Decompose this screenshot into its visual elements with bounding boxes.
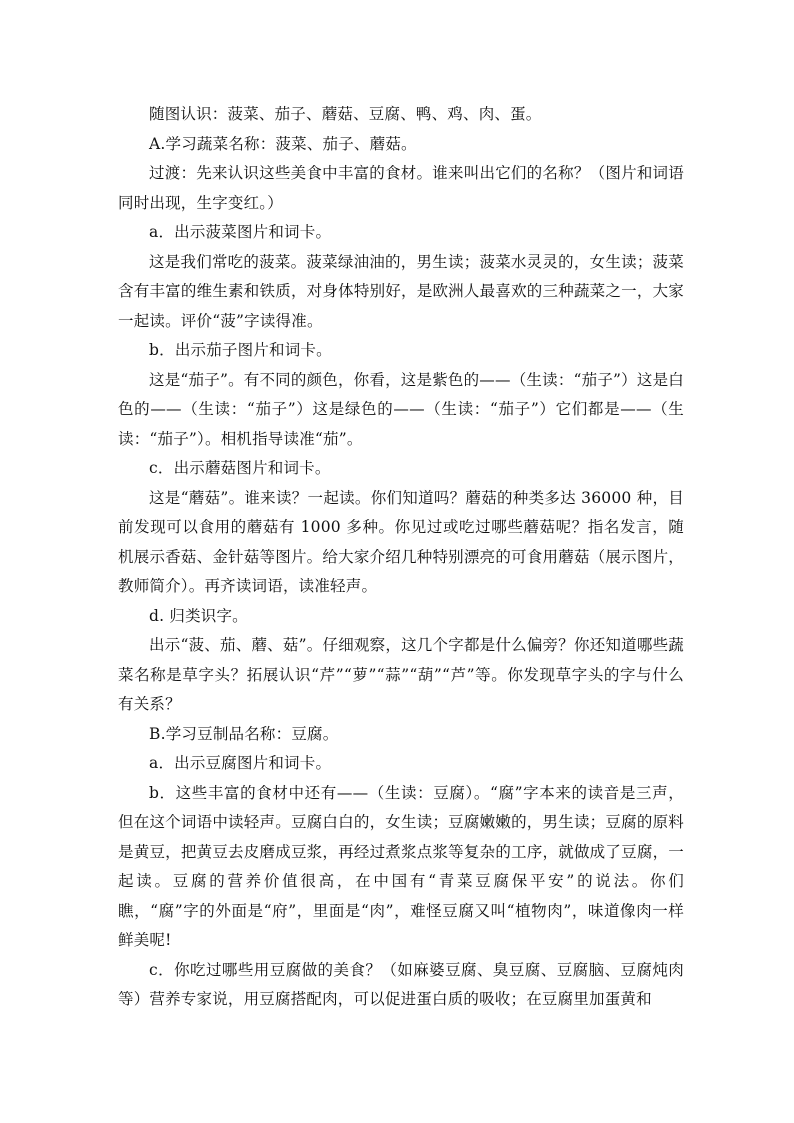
paragraph-tofu-dishes: c．你吃过哪些用豆腐做的美食？（如麻婆豆腐、臭豆腐、豆腐脑、豆腐炖肉等）营养专家说，用豆腐搭配肉，可以促进蛋白质的吸收；在豆腐里加蛋黄和 (118, 960, 684, 1008)
paragraph-tofu: b．这些丰富的食材中还有——（生读：豆腐）。“腐”字本来的读音是三声，但在这个词语中读轻声。豆腐白白的，女生读；豆腐嫩嫩的，男生读；豆腐的原料是黄豆，把黄豆去皮磨成豆浆，再经过煮浆点浆等复杂的工序，就做成了豆腐，一起读。豆腐的营养价值很高，在中国有“青菜豆腐保平安”的说法。你们瞧，“腐”字的外面是“府”，里面是“肉”，难怪豆腐又叫“植物肉”，味道像肉一样鲜美呢! (118, 783, 684, 949)
step-mushroom-heading: c．出示蘑菇图片和词卡。 (149, 459, 331, 477)
paragraph-intro: 随图认识：菠菜、茄子、蘑菇、豆腐、鸭、鸡、肉、蛋。 (149, 105, 542, 123)
step-spinach-heading: a．出示菠菜图片和词卡。 (149, 223, 332, 241)
section-heading-tofu: B.学习豆制品名称：豆腐。 (149, 724, 339, 743)
paragraph-transition: 过渡：先来认识这些美食中丰富的食材。谁来叫出它们的名称？（图片和词语同时出现，生字变红。） (118, 164, 684, 212)
section-heading-vegetables: A.学习蔬菜名称：菠菜、茄子、蘑菇。 (149, 134, 417, 153)
paragraph-eggplant: 这是“茄子”。有不同的颜色，你看，这是紫色的——（生读：“茄子”）这是白色的——（生读：“茄子”）这是绿色的——（生读：“茄子”）它们都是——（生读：“茄子”）。相机指导读准“茄”。 (118, 370, 684, 448)
paragraph-mushroom: 这是“蘑菇”。谁来读？一起读。你们知道吗？蘑菇的种类多达 36000 种，目前发现可以食用的蘑菇有 1000 多种。你见过或吃过哪些蘑菇呢？指名发言，随机展示香菇、金针菇等图片。给大家介绍几种特别漂亮的可食用蘑菇（展示图片，教师简介）。再齐读词语，读准轻声。 (118, 488, 684, 595)
step-tofu-heading: a．出示豆腐图片和词卡。 (149, 754, 332, 772)
paragraph-spinach: 这是我们常吃的菠菜。菠菜绿油油的，男生读；菠菜水灵灵的，女生读；菠菜含有丰富的维生素和铁质，对身体特别好，是欧洲人最喜欢的三种蔬菜之一，大家一起读。评价“菠”字读得准。 (118, 252, 684, 330)
step-classify-heading: d. 归类识字。 (149, 606, 248, 625)
paragraph-classify: 出示“菠、茄、蘑、菇”。仔细观察，这几个字都是什么偏旁？你还知道哪些蔬菜名称是草字头？拓展认识“芹”“萝”“蒜”“葫”“芦”等。你发现草字头的字与什么有关系？ (118, 636, 684, 713)
document-body (118, 100, 684, 1015)
step-eggplant-heading: b．出示茄子图片和词卡。 (149, 341, 332, 359)
